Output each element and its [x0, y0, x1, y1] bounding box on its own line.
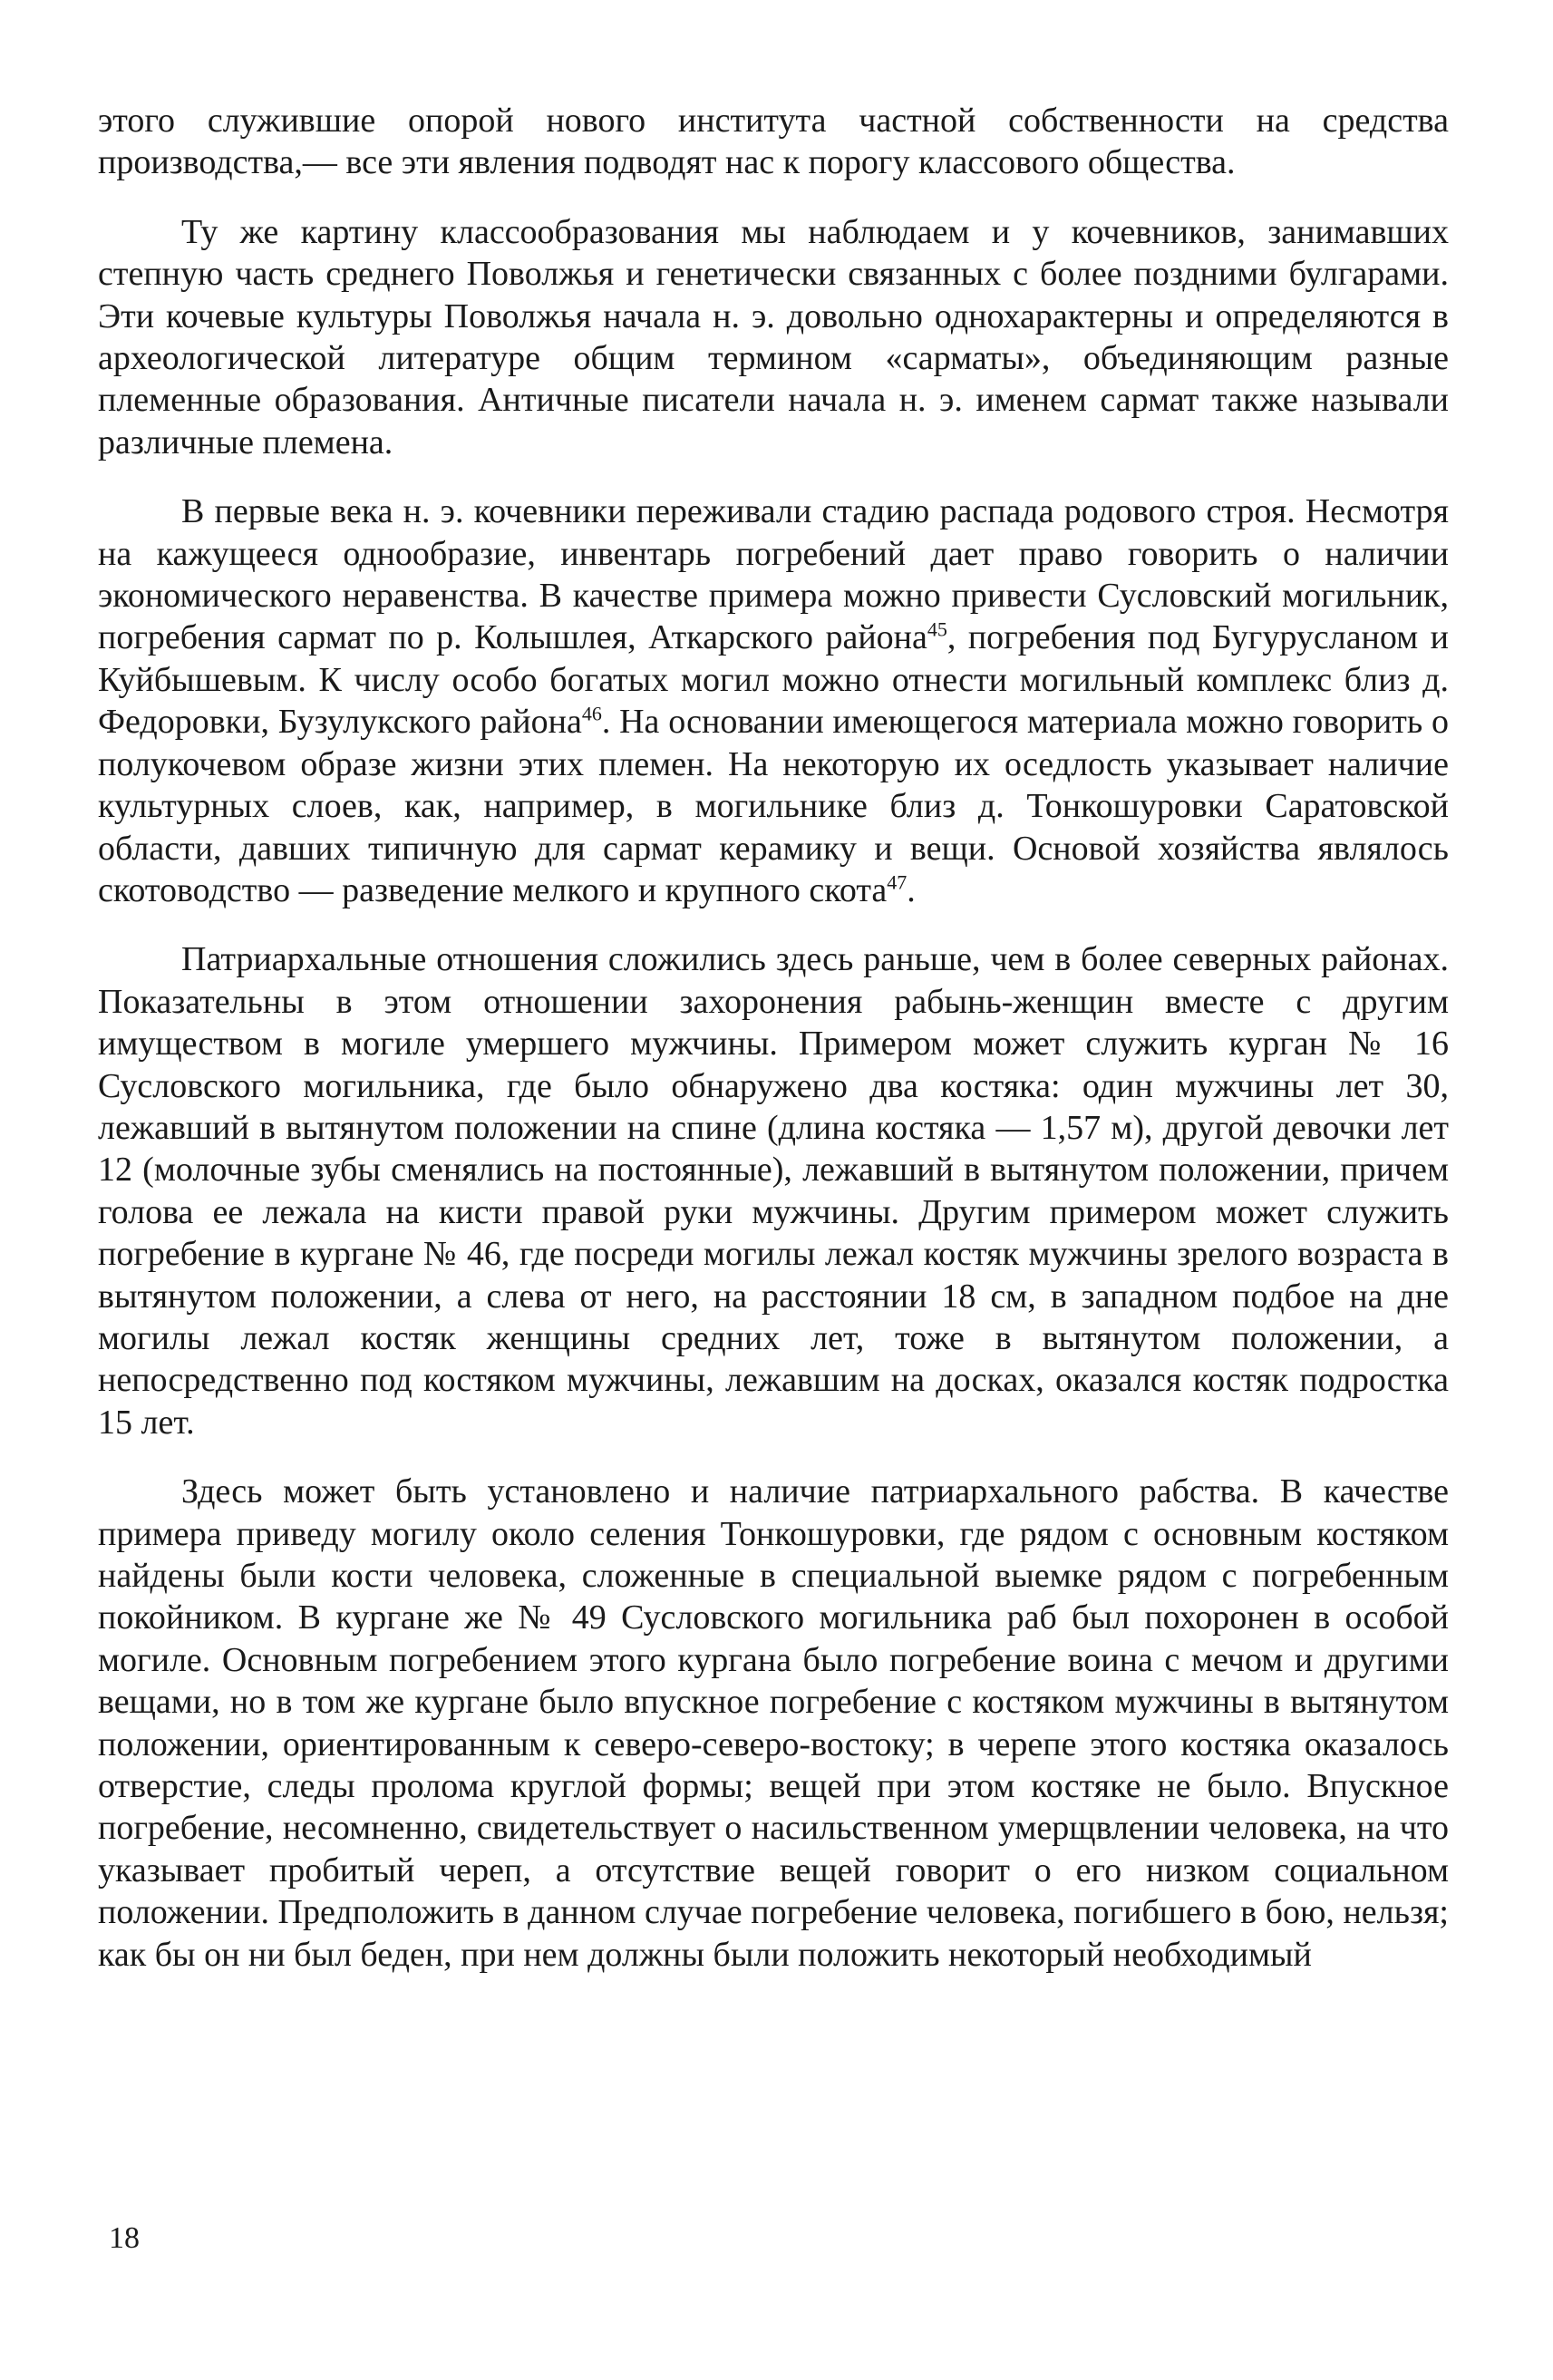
- page-text: [98, 100, 1449, 1976]
- footnote-ref-45: 45: [927, 617, 947, 641]
- paragraph-4: Патриархальные отношения сложились здесь раньше, чем в более северных районах. Показательны в этом отношении захоронения рабынь-женщин вместе с другим имуществом в могиле умершего мужчины. Примером может служить курган № 16 Сусловского могильника, где было обнаружено два костяка: один мужчины лет 30, лежавший в вытянутом положении на спине (длина костяка — 1,57 м), другой девочки лет 12 (молочные зубы сменялись на постоянные), лежавший в вытянутом положении, причем голова ее лежала на кисти правой руки мужчины. Другим примером может служить погребение в кургане № 46, где посреди могилы лежал костяк мужчины зрелого возраста в вытянутом положении, а слева от него, на расстоянии 18 см, в западном подбое на дне могилы лежал костяк женщины средних лет, тоже в вытянутом положении, а непосредственно под костяком мужчины, лежавшим на досках, оказался костяк подростка 15 лет.: [98, 940, 1449, 1442]
- paragraph-3-part-2: , погребения под Бугурусланом и Куйбышевым. К числу особо богатых могил можно отнести могильный комплекс близ д. Федоровки, Бузулукского района: [98, 618, 1449, 742]
- paragraph-3-part-3: . На основании имеющегося материала можно говорить о полукочевом образе жизни этих племен. На некоторую их оседлость указывает наличие культурных слоев, как, например, в могильнике близ д. Тонкошуровки Саратовской области, давших типичную для сармат керамику и вещи. Основой хозяйства являлось скотоводство — разведение мелкого и крупного скота: [98, 703, 1449, 909]
- paragraph-2: Ту же картину классообразования мы наблюдаем и у кочевников, занимавших степную часть среднего Поволжья и генетически связанных с более поздними булгарами. Эти кочевые культуры Поволжья начала н. э. довольно однохарактерны и определяются в археологической литературе общим термином «сарматы», объединяющим разные племенные образования. Античные писатели начала н. э. именем сармат также называли различные племена.: [98, 212, 1449, 461]
- paragraph-3: [98, 491, 1449, 911]
- paragraph-3-part-4: .: [907, 870, 916, 909]
- page-number: 18: [109, 2221, 140, 2255]
- paragraph-5: Здесь может быть установлено и наличие патриархального рабства. В качестве примера приведу могилу около селения Тонкошуровки, где рядом с основным костяком найдены были кости человека, сложенные в специальной выемке рядом с погребенным покойником. В кургане же № 49 Сусловского могильника раб был похоронен в особой могиле. Основным погребением этого кургана было погребение воина с мечом и другими вещами, но в том же кургане было впускное погребение с костяком мужчины в вытянутом положении, ориентированным к северо-северо-востоку; в черепе этого костяка оказалось отверстие, следы пролома круглой формы; вещей при этом костяке не было. Впускное погребение, несомненно, свидетельствует о насильственном умерщвлении человека, на что указывает пробитый череп, а отсутствие вещей говорит о его низком социальном положении. Предположить в данном случае погребение человека, погибшего в бою, нельзя; как бы он ни был беден, при нем должны были положить некоторый необходимый: [98, 1472, 1449, 1974]
- footnote-ref-46: 46: [581, 702, 602, 725]
- footnote-ref-47: 47: [887, 870, 908, 894]
- paragraph-3-part-1: В первые века н. э. кочевники переживали стадию распада родового строя. Несмотря на кажущееся однообразие, инвентарь погребений дает право говорить о наличии экономического неравенства. В качестве примера можно привести Сусловский могильник, погребения сармат по р. Колышлея, Аткарского района: [98, 492, 1449, 657]
- paragraph-1: этого служившие опорой нового института частной собственности на средства производства,— все эти явления подводят нас к порогу классового общества.: [98, 102, 1449, 182]
